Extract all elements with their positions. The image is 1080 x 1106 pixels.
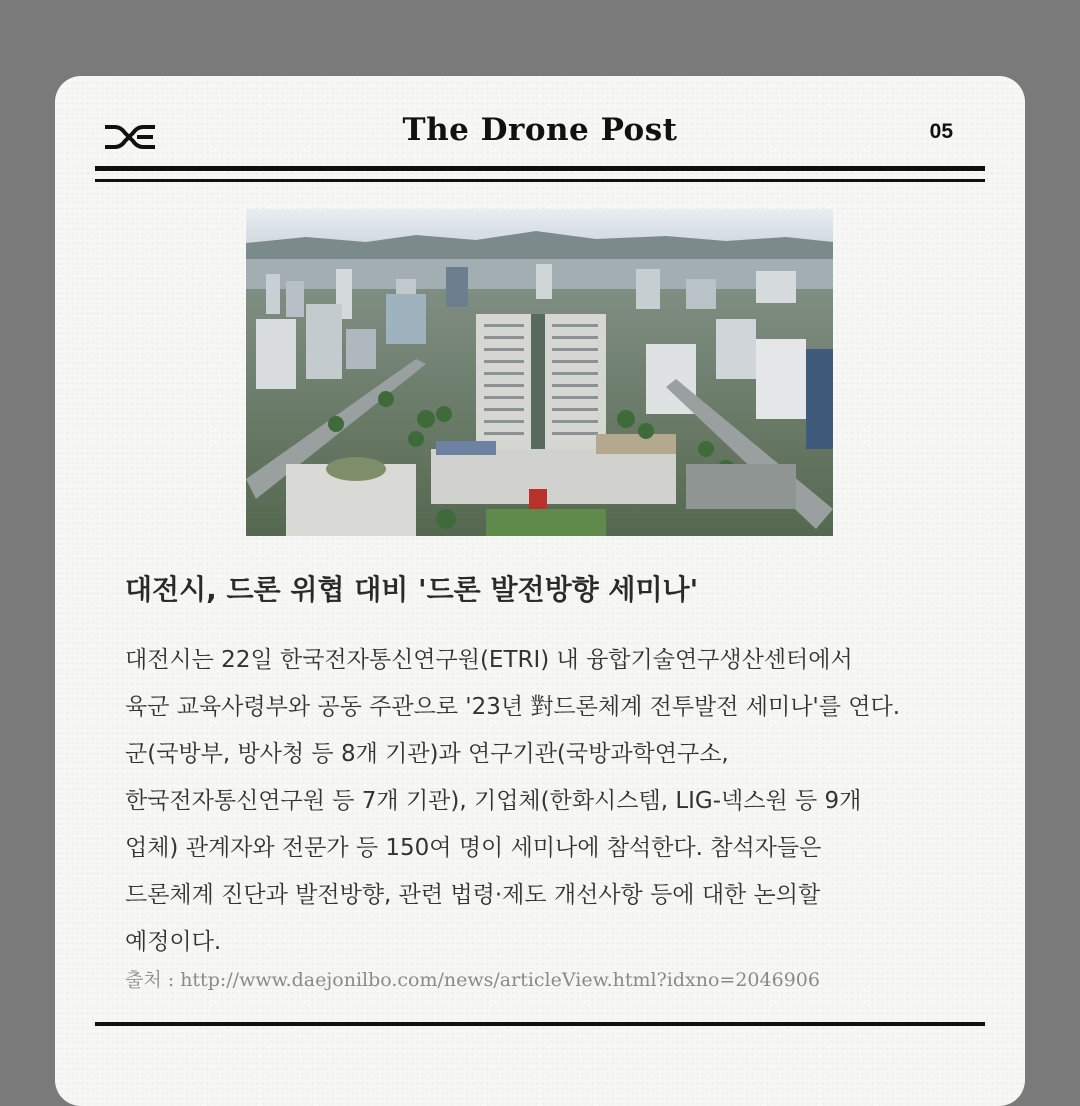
- body-line: 드론체계 진단과 발전방향, 관련 법령·제도 개선사항 등에 대한 논의할: [125, 882, 821, 908]
- body-line: 한국전자통신연구원 등 7개 기관), 기업체(한화시스템, LIG-넥스원 등 9개: [125, 788, 862, 814]
- source-link[interactable]: 출처 : http://www.daejonilbo.com/news/articleView.html?idxno=2046906: [125, 969, 820, 991]
- masthead-title: The Drone Post: [402, 112, 678, 148]
- article-headline: 대전시, 드론 위협 대비 '드론 발전방향 세미나': [125, 573, 699, 606]
- body-line: 군(국방부, 방사청 등 8개 기관)과 연구기관(국방과학연구소,: [125, 741, 729, 767]
- body-line: 업체) 관계자와 전문가 등 150여 명이 세미나에 참석한다. 참석자들은: [125, 835, 822, 861]
- header-rule-bottom: [95, 179, 985, 182]
- article-body: [125, 641, 1005, 970]
- body-line: 육군 교육사령부와 공동 주관으로 '23년 對드론체계 전투발전 세미나'를 연다.: [125, 694, 901, 720]
- news-card: [55, 76, 1025, 1106]
- article-photo: [246, 209, 833, 536]
- body-line: 예정이다.: [125, 929, 222, 955]
- body-line: 대전시는 22일 한국전자통신연구원(ETRI) 내 융합기술연구생산센터에서: [125, 647, 853, 673]
- aerial-city-photo-icon: [246, 209, 833, 536]
- header-rule-top: [95, 166, 985, 171]
- footer-rule: [95, 1022, 985, 1026]
- page-number: 05: [929, 120, 953, 143]
